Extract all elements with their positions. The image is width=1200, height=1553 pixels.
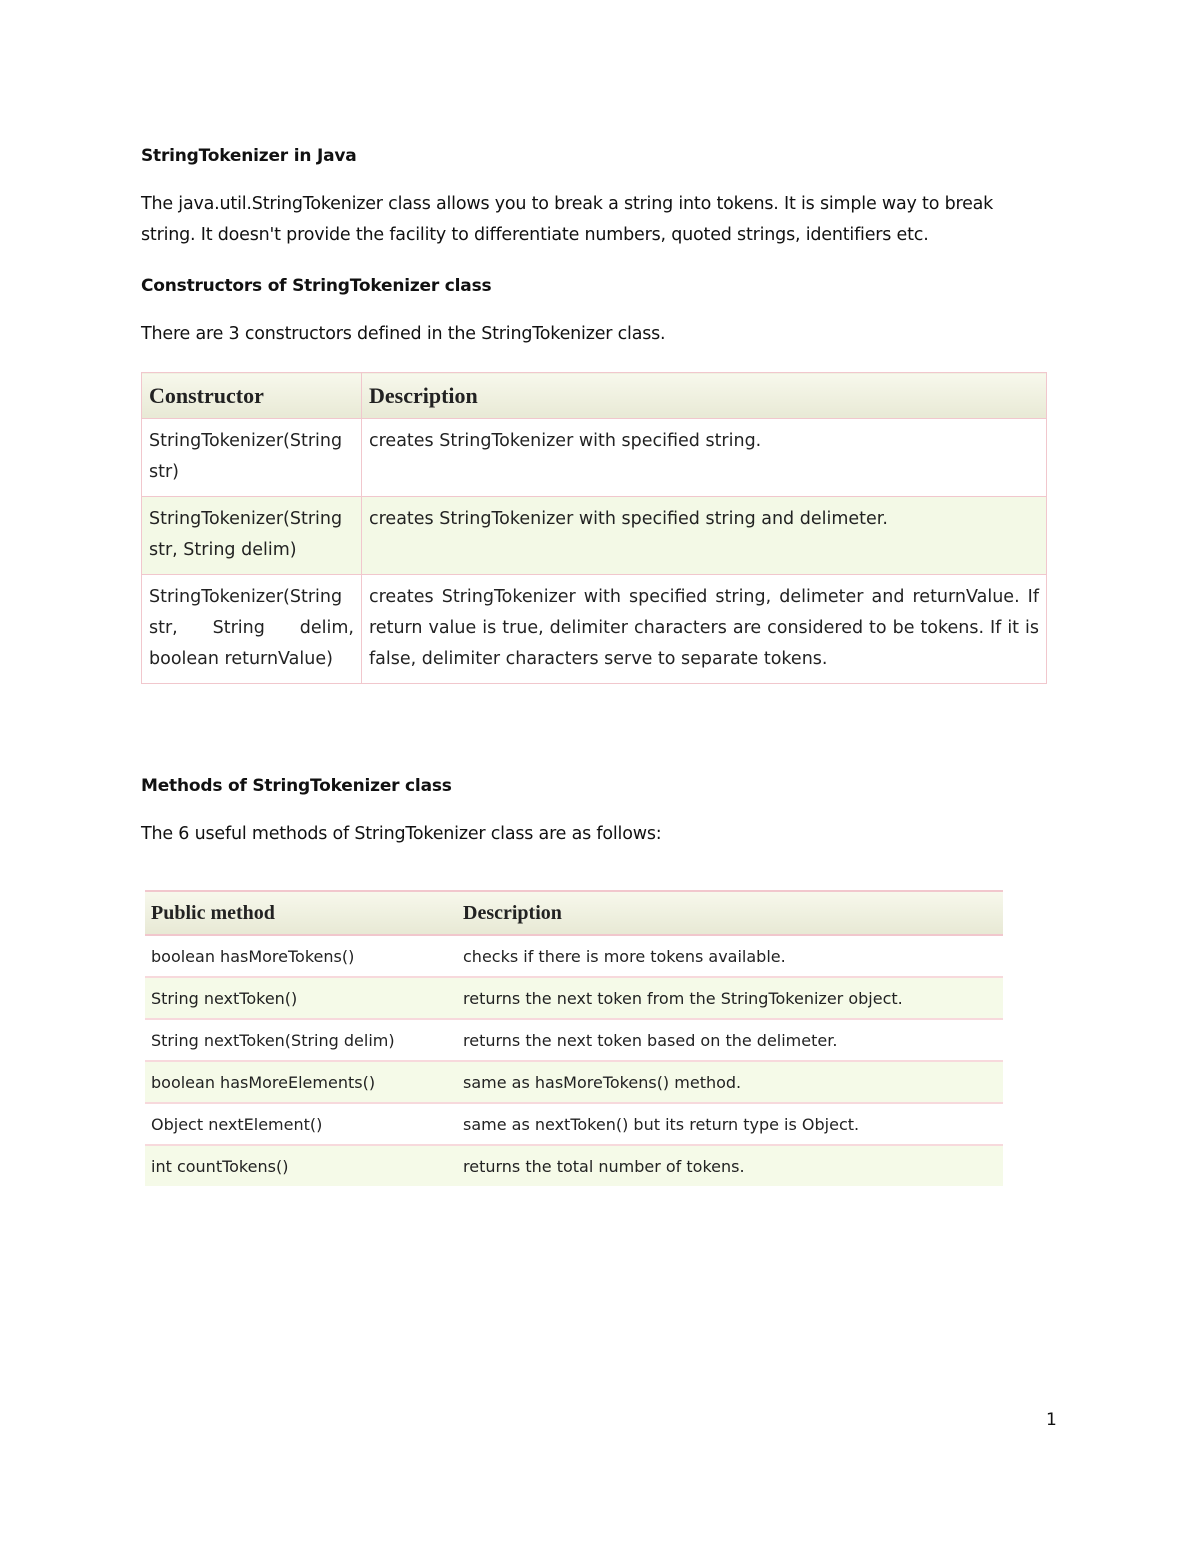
column-header-description: Description (362, 373, 1047, 419)
description-cell: same as hasMoreTokens() method. (457, 1061, 1003, 1103)
description-cell: same as nextToken() but its return type is Object. (457, 1103, 1003, 1145)
table-row (145, 1019, 1003, 1061)
method-cell: String nextToken(String delim) (145, 1019, 457, 1061)
constructors-intro: There are 3 constructors defined in the StringTokenizer class. (141, 324, 666, 344)
description-cell: checks if there is more tokens available. (457, 935, 1003, 977)
column-header-description: Description (457, 891, 1003, 935)
description-cell: returns the next token based on the delimeter. (457, 1019, 1003, 1061)
table-row (145, 1103, 1003, 1145)
method-cell: int countTokens() (145, 1145, 457, 1186)
table-row (145, 1061, 1003, 1103)
methods-intro: The 6 useful methods of StringTokenizer class are as follows: (141, 824, 662, 844)
table-header-row (142, 373, 1047, 419)
description-cell: creates StringTokenizer with specified string and delimeter. (362, 497, 1047, 575)
method-cell: String nextToken() (145, 977, 457, 1019)
description-cell: creates StringTokenizer with specified string. (362, 419, 1047, 497)
description-cell: returns the next token from the StringTokenizer object. (457, 977, 1003, 1019)
table-row (142, 575, 1047, 684)
table-row (142, 419, 1047, 497)
column-header-public-method: Public method (145, 891, 457, 935)
method-cell: boolean hasMoreElements() (145, 1061, 457, 1103)
intro-line-1: The java.util.StringTokenizer class allows you to break a string into tokens. It is simple way to break (141, 194, 994, 214)
constructors-table (141, 372, 1047, 684)
column-header-constructor: Constructor (142, 373, 362, 419)
table-row (145, 935, 1003, 977)
methods-heading: Methods of StringTokenizer class (141, 776, 452, 796)
constructors-heading: Constructors of StringTokenizer class (141, 276, 492, 296)
document-title: StringTokenizer in Java (141, 146, 357, 166)
constructor-cell: StringTokenizer(String str, String delim, boolean returnValue) (142, 575, 362, 684)
table-row (145, 977, 1003, 1019)
table-header-row (145, 891, 1003, 935)
page-number: 1 (1046, 1410, 1057, 1430)
constructor-cell: StringTokenizer(String str, String delim) (142, 497, 362, 575)
intro-paragraph (141, 189, 1021, 251)
description-cell: returns the total number of tokens. (457, 1145, 1003, 1186)
method-cell: Object nextElement() (145, 1103, 457, 1145)
table-row (142, 497, 1047, 575)
intro-line-2: string. It doesn't provide the facility to differentiate numbers, quoted strings, identifiers etc. (141, 225, 929, 245)
description-cell: creates StringTokenizer with specified string, delimeter and returnValue. If return value is true, delimiter characters are considered to be tokens. If it is false, delimiter characters serve to separate tokens. (362, 575, 1047, 684)
table-row (145, 1145, 1003, 1186)
methods-table (145, 890, 1003, 1186)
constructor-cell: StringTokenizer(String str) (142, 419, 362, 497)
method-cell: boolean hasMoreTokens() (145, 935, 457, 977)
